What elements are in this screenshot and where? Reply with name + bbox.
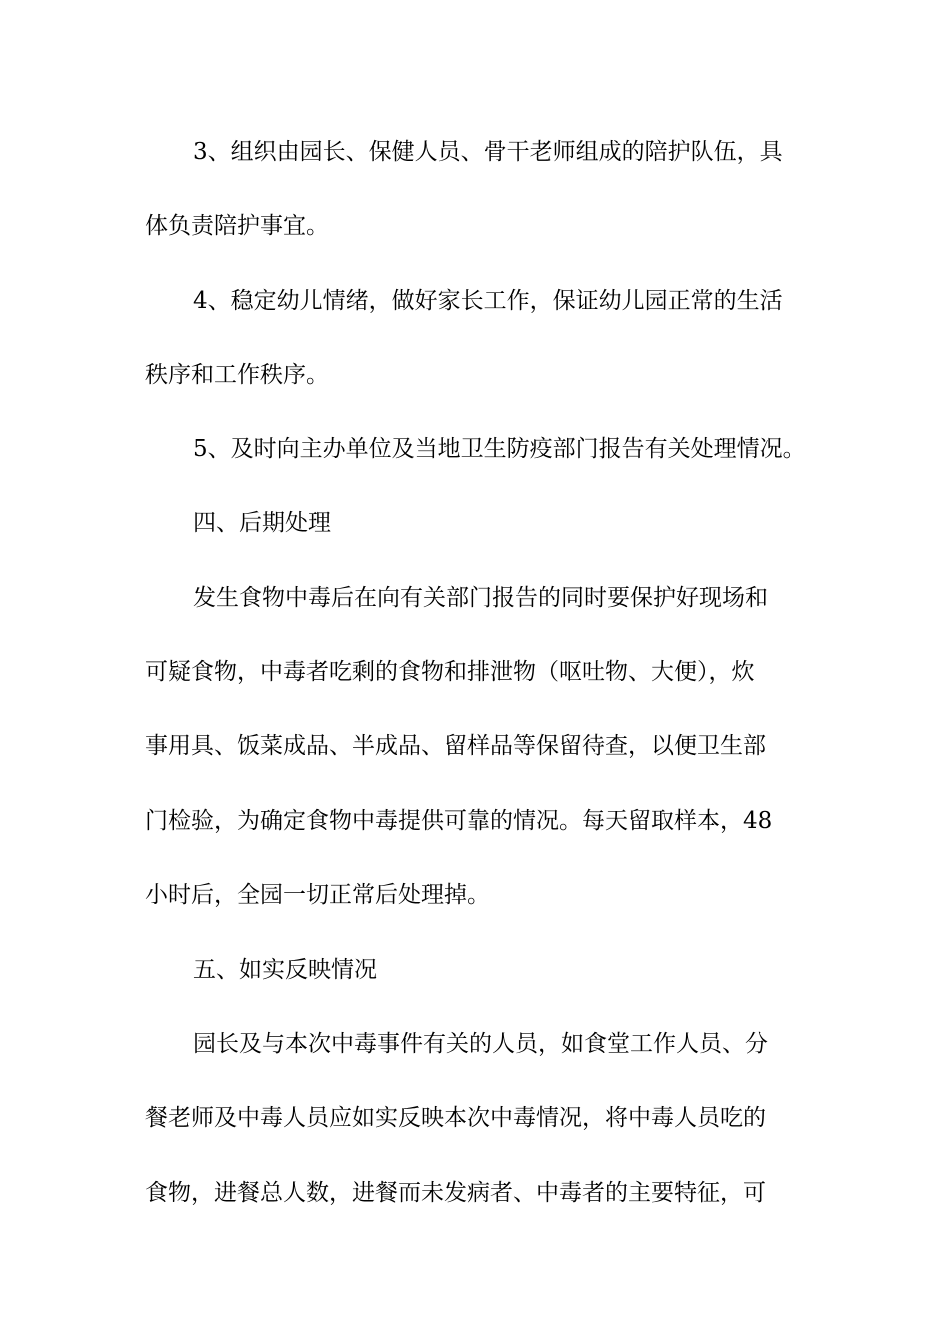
paragraph-7-line-3: 食物，进餐总人数，进餐而未发病者、中毒者的主要特征，可	[145, 1180, 766, 1206]
paragraph-5-line-1: 发生食物中毒后在向有关部门报告的同时要保护好现场和	[193, 585, 768, 611]
paragraph-1-line-2: 体负责陪护事宜。	[145, 213, 329, 239]
paragraph-5-line-3: 事用具、饭菜成品、半成品、留样品等保留待查，以便卫生部	[145, 733, 766, 759]
paragraph-7-line-2: 餐老师及中毒人员应如实反映本次中毒情况，将中毒人员吃的	[145, 1105, 766, 1131]
paragraph-2-line-2: 秩序和工作秩序。	[145, 362, 329, 388]
paragraph-5-line-4: 门检验，为确定食物中毒提供可靠的情况。每天留取样本，48	[145, 808, 773, 834]
paragraph-2-line-1: 4、稳定幼儿情绪，做好家长工作，保证幼儿园正常的生活	[193, 288, 783, 314]
section-heading-four: 四、后期处理	[193, 510, 331, 536]
paragraph-5-line-5: 小时后，全园一切正常后处理掉。	[145, 882, 490, 908]
section-heading-five: 五、如实反映情况	[193, 957, 377, 983]
paragraph-1-line-1: 3、组织由园长、保健人员、骨干老师组成的陪护队伍，具	[193, 139, 783, 165]
paragraph-3-line-1: 5、及时向主办单位及当地卫生防疫部门报告有关处理情况。	[193, 436, 806, 462]
paragraph-5-line-2: 可疑食物，中毒者吃剩的食物和排泄物（呕吐物、大便），炊	[145, 659, 755, 685]
paragraph-7-line-1: 园长及与本次中毒事件有关的人员，如食堂工作人员、分	[193, 1031, 768, 1057]
